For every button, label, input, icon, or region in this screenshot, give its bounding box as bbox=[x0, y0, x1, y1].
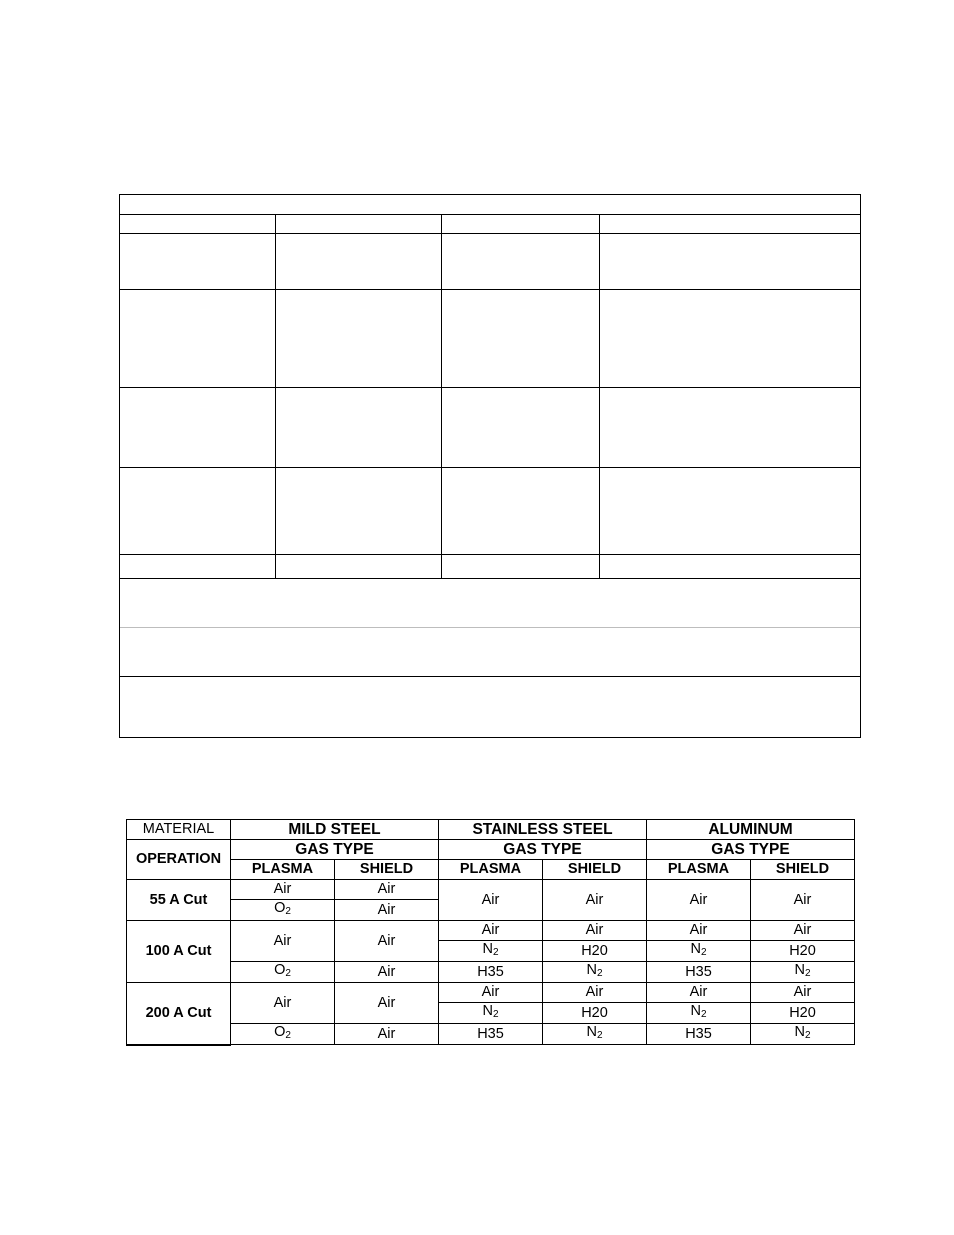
material-header: MATERIAL bbox=[127, 820, 231, 840]
table-cell: Air bbox=[335, 1024, 439, 1045]
table-cell: Air bbox=[335, 880, 439, 900]
table-cell: Air bbox=[231, 880, 335, 900]
table-cell: H35 bbox=[647, 1024, 751, 1045]
gas-type-header: GAS TYPE bbox=[439, 840, 647, 860]
table-cell: Air bbox=[543, 921, 647, 941]
gas-type-header: GAS TYPE bbox=[647, 840, 855, 860]
table-cell: H35 bbox=[439, 1024, 543, 1045]
table-cell: H20 bbox=[751, 1003, 855, 1024]
form-rule bbox=[120, 676, 860, 677]
table-cell: H35 bbox=[647, 962, 751, 983]
table-cell: N2 bbox=[543, 962, 647, 983]
table-cell: Air bbox=[335, 900, 439, 921]
table-cell: Air bbox=[647, 921, 751, 941]
table-cell: Air bbox=[751, 983, 855, 1003]
form-column-divider bbox=[599, 214, 600, 578]
table-cell: N2 bbox=[647, 1003, 751, 1024]
table-cell: N2 bbox=[439, 1003, 543, 1024]
table-cell: Air bbox=[439, 880, 543, 921]
mild-steel-header: MILD STEEL bbox=[231, 820, 439, 840]
table-cell: Air bbox=[335, 983, 439, 1024]
table-cell: O2 bbox=[231, 900, 335, 921]
form-rule bbox=[120, 233, 860, 234]
aluminum-header: ALUMINUM bbox=[647, 820, 855, 840]
table-cell: H20 bbox=[543, 941, 647, 962]
table-cell: H20 bbox=[543, 1003, 647, 1024]
table-cell: N2 bbox=[439, 941, 543, 962]
table-cell: O2 bbox=[231, 1024, 335, 1045]
table-cell: O2 bbox=[231, 962, 335, 983]
operation-100a-cut: 100 A Cut bbox=[127, 921, 231, 983]
table-cell: N2 bbox=[647, 941, 751, 962]
plasma-header: PLASMA bbox=[439, 860, 543, 880]
operation-55a-cut: 55 A Cut bbox=[127, 880, 231, 921]
form-rule bbox=[120, 554, 860, 555]
stainless-steel-header: STAINLESS STEEL bbox=[439, 820, 647, 840]
form-rule bbox=[120, 627, 860, 628]
table-cell: Air bbox=[439, 921, 543, 941]
form-rule bbox=[120, 578, 860, 579]
form-rule bbox=[120, 467, 860, 468]
gas-type-table bbox=[126, 819, 855, 1046]
table-cell: Air bbox=[543, 880, 647, 921]
gas-type-header: GAS TYPE bbox=[231, 840, 439, 860]
table-cell: Air bbox=[543, 983, 647, 1003]
table-cell: Air bbox=[647, 880, 751, 921]
form-rule bbox=[120, 214, 860, 215]
table-cell: Air bbox=[335, 962, 439, 983]
shield-header: SHIELD bbox=[543, 860, 647, 880]
plasma-header: PLASMA bbox=[231, 860, 335, 880]
shield-header: SHIELD bbox=[751, 860, 855, 880]
table-cell: Air bbox=[647, 983, 751, 1003]
table-cell: Air bbox=[751, 921, 855, 941]
table-cell: N2 bbox=[543, 1024, 647, 1045]
operation-header: OPERATION bbox=[127, 840, 231, 880]
table-cell: N2 bbox=[751, 962, 855, 983]
table-cell: H20 bbox=[751, 941, 855, 962]
operation-200a-cut: 200 A Cut bbox=[127, 983, 231, 1045]
table-cell: Air bbox=[751, 880, 855, 921]
shield-header: SHIELD bbox=[335, 860, 439, 880]
table-cell: Air bbox=[231, 921, 335, 962]
table-cell: Air bbox=[335, 921, 439, 962]
table-cell: H35 bbox=[439, 962, 543, 983]
table-cell: N2 bbox=[751, 1024, 855, 1045]
form-column-divider bbox=[275, 214, 276, 578]
form-rule bbox=[120, 387, 860, 388]
form-rule bbox=[120, 289, 860, 290]
empty-form-table bbox=[119, 194, 861, 738]
plasma-header: PLASMA bbox=[647, 860, 751, 880]
form-column-divider bbox=[441, 214, 442, 578]
table-cell: Air bbox=[439, 983, 543, 1003]
table-cell: Air bbox=[231, 983, 335, 1024]
